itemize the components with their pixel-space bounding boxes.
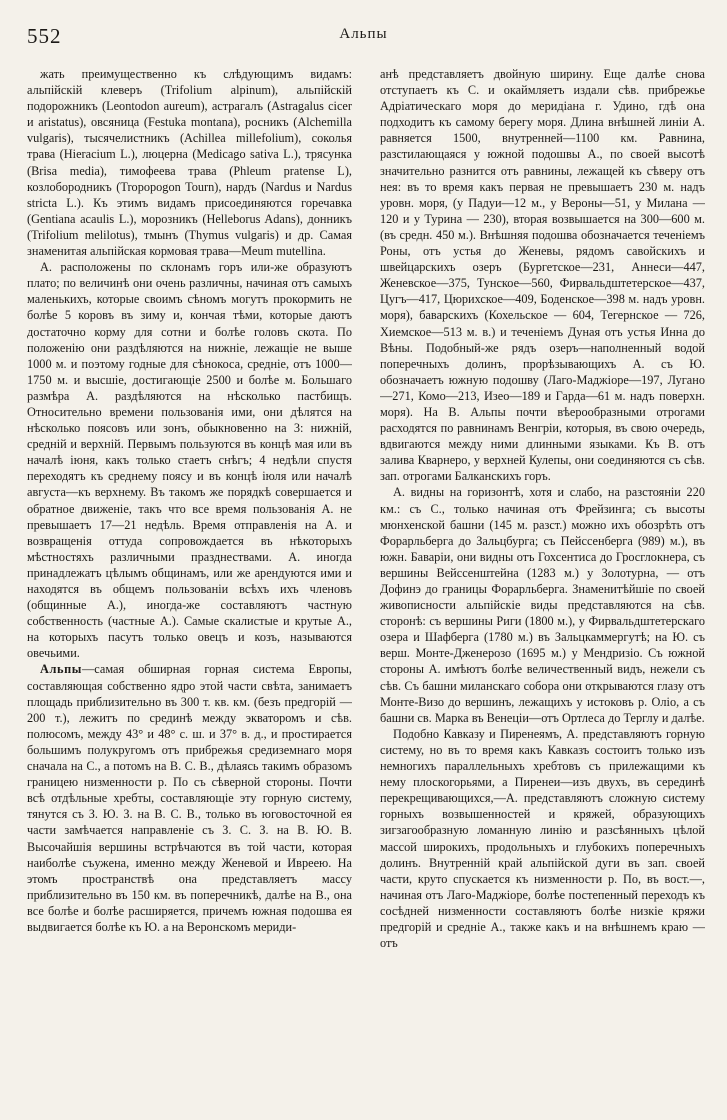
right-column: [380, 66, 705, 1114]
entry-headword: Альпы: [40, 662, 82, 677]
paragraph-text: анѣ представляетъ двойную ширину. Еще далѣе снова отступаетъ къ С. и окаймляетъ издали сѣв. прибрежье Адріатическаго моря до меридіана г. Удино, гдѣ она подходитъ къ самому берегу моря. Длина внѣшней линіи А. равняется 1500, внутренней—1100 км. Равнина, разстилающаяся у южной подошвы А., по своей высотѣ значительно разнится отъ равнины, лежащей къ сѣверу отъ нея: въ то время какъ первая не превышаетъ 230 м. надъ уровн. моря, (у Падуи—12 м., у Вероны—51, у Милана — 120 и у Турина — 230), вторая возвышается на 300—600 м. (въ средн. 450 м.). Внѣшняя подошва обозначается теченіемъ Роны, отъ устья до Женевы, рядомъ савойскихъ и швейцарскихъ озеръ (Бургетское—231, Аннеси—447, Женевское—375, Тунское—560, Фирвальдштетерское—437, Цугъ—417, Цюрихское—409, Боденское—398 м. надъ уровн. моря), баварскихъ (Кохельское — 604, Тегернское — 726, Хиемское—513 м. в.) и теченіемъ Дуная отъ устья Инна до Вѣны. Подобный-же рядъ озеръ—наполненный водой поперечныхъ долинъ, прорѣзывающихъ А. съ Ю. обозначаетъ южную подошву (Лаго-Маджіоре—197, Лугано—271, Комо—213, Изео—189 и Гарда—61 м. надъ поверхн. моря). На В. Альпы почти вѣерообразными отрогами расходятся по равнинамъ Венгріи, которыя, въ свою очередь, вдвигаются между ними длинными языками. Къ В. отъ залива Кварнеро, у верхней Кулепы, они соединяются съ сѣв. зап. отрогами Балканскихъ горъ.: [380, 67, 705, 484]
paragraph: [380, 484, 705, 725]
paragraph-text: А. видны на горизонтѣ, хотя и слабо, на разстояніи 220 км.: съ С., только начиная отъ Фрейзинга; съ высоты мюнхенской башни (145 м. разст.) можно ихъ обозрѣть отъ Форарльберга до Зальцбурга; съ Пейссенберга (989) м.), въ южн. Баваріи, они видны отъ Гохсентиса до Гросглокнера, съ вершины Вейссенштейна (1283 м.) у Золотурна, — отъ Дофинэ до границы Форарльберга. Знаменитѣйшіе по своей живописности альпійскіе виды представляются на сѣв. сторонѣ: съ вершины Риги (1800 м.), у Фирвальдштетерскаго озера и Шафберга (1780 м.) въ Зальцкаммергутѣ; на Ю. съ верш. Монте-Дженерозо (1695 м.) у Мендризіо. Съ южной стороны А. имѣютъ болѣе величественный видъ, нежели съ сѣв. Съ башни миланскаго собора они открываются глазу отъ Монте-Визо до вершинъ, лежащихъ у истоковъ р. Оліо, а съ башни св. Марка въ Венеціи—отъ Ортлеса до Терглу и далѣе.: [380, 485, 705, 725]
page-number: 552: [27, 24, 62, 48]
paragraph: [380, 726, 705, 951]
paragraph: [27, 66, 352, 259]
paragraph: [380, 66, 705, 484]
paragraph-text: Подобно Кавказу и Пиренеямъ, А. представляютъ горную систему, но въ то время какъ Кавказъ состоитъ только изъ немногихъ параллельныхъ хребтовъ съ прилежащими къ нему плоскогорьями, а Пиренеи—изъ двухъ, въ серединѣ перекрещивающихся,—А. представляютъ сложную систему горныхъ возвышенностей и кряжей, образующихъ зигзагообразную ломанную линію и разсѣянныхъ цѣлой массой широкихъ, продольныхъ и глубокихъ поперечныхъ долинъ. Внутренній край альпійской дуги въ зап. своей части, круто спускается къ низменности р. По, въ вост.—, начиная отъ Лаго-Маджіоре, болѣе постепенный переходъ къ сосѣдней низменности составляютъ болѣе низкіе кряжи предгорій и средніе А., также какъ и на внѣшнемъ краю — отъ: [380, 726, 705, 951]
page-header: [0, 0, 727, 62]
running-title: Альпы: [339, 26, 388, 42]
paragraph: [27, 259, 352, 661]
paragraph-text: А. расположены по склонамъ горъ или-же образуютъ плато; по величинѣ они очень различны, начиная отъ самыхъ маленькихъ, которые своимъ сѣномъ могутъ прокормить не болѣе 5 коровъ въ зиму и, кончая тѣми, которые даютъ достаточно корму для сотни и болѣе головъ скота. По положенію они раздѣляются на нижніе, лежащіе не выше 1000 м. и поэтому годные для сѣнокоса, средніе, отъ 1000—1750 м. и высшіе, достигающіе 2500 и болѣе м. Большаго размѣра А. раздѣляются на нѣсколько пастбищъ. Относительно времени пользованія ими, они дѣлятся на нѣсколько поясовъ или зонъ, обыкновенно на 3: нижній, средній и верхній. Первымъ пользуются въ концѣ мая или въ началѣ іюня, какъ только стаетъ снѣгъ; 4 недѣли спустя переходятъ къ среднему поясу и въ концѣ іюля или началѣ августа—къ верхнему. Въ такомъ же порядкѣ совершается и обратное движеніе, такъ что все время пользованія А. не превышаетъ 17—21 недѣль. Время отправленія на А. и возвращенія оттуда сопровождается въ нѣкоторыхъ мѣстностяхъ различными празднествами. А. иногда принадлежатъ цѣлымъ общинамъ, или же арендуются ими и находятся въ общемъ пользованіи всѣхъ ихъ членовъ (общинные А.), иногда-же составляютъ частную собственность (частные А.). Самые скалистые и крутые А., на которыхъ пасутъ только овецъ и козъ, называются овечьими.: [27, 260, 352, 661]
paragraph: [27, 661, 352, 935]
article-body: [27, 66, 705, 1114]
left-column: [27, 66, 352, 1114]
paragraph-text: —самая обширная горная система Европы, составляющая собственно ядро этой части свѣта, занимаетъ площадь приблизительно въ 300 т. кв. км. (безъ предгорій — 200 т.), лежитъ по срединѣ между экваторомъ и сѣв. полюсомъ, между 43° и 48° с. ш. и 37° в. д., и простирается большимъ полукругомъ отъ прибрежья средиземнаго моря сначала на С., а потомъ на В. С. В., дѣлаясь такимъ образомъ границею низменности р. По съ сѣверной стороны. Почти всѣ отдѣльные хребты, составляющіе эту горную систему, тянутся съ З. Ю. З. на В. С. В., только въ юговосточной ея части замѣчается направленіе съ З. С. З. на В. Ю. В. Высочайшія вершины встрѣчаются въ той части, которая наиболѣе съужена, именно между Женевой и Ивреею. На этомъ пространствѣ она представляетъ массу приблизительно въ 150 км. въ поперечникѣ, далѣе на В., она все болѣе и болѣе расширяется, причемъ южная подошва ея выдвигается болѣе къ Ю. а на Веронскомъ мериди-: [27, 662, 352, 934]
paragraph-text: жать преимущественно къ слѣдующимъ видамъ: альпійскій клеверъ (Trifolium alpinum), альпійскій подорожникъ (Leontodon aureum), астрагалъ (Astragalus cicer и aristatus), овсяница (Festuka montana), росникъ (Alchemilla vulgaris), тысячелистникъ (Achillea millefolium), соколья трава (Hieracium L.), люцерна (Medicago sativa L.), трясунка (Brisa media), тимофеева трава (Phleum pratense L), козлобородникъ (Tropopogon Tourn), нардъ (Nardus и Nardus stricta L.). Къ этимъ видамъ присоединяются горечавка (Gentiana acaulis L.), морозникъ (Helleborus Adans), донникъ (Trifolium melilotus), тмынъ (Thymus vulgaris) и др. Самая знаменитая альпійская кормовая трава—Meum mutellina.: [27, 67, 352, 259]
